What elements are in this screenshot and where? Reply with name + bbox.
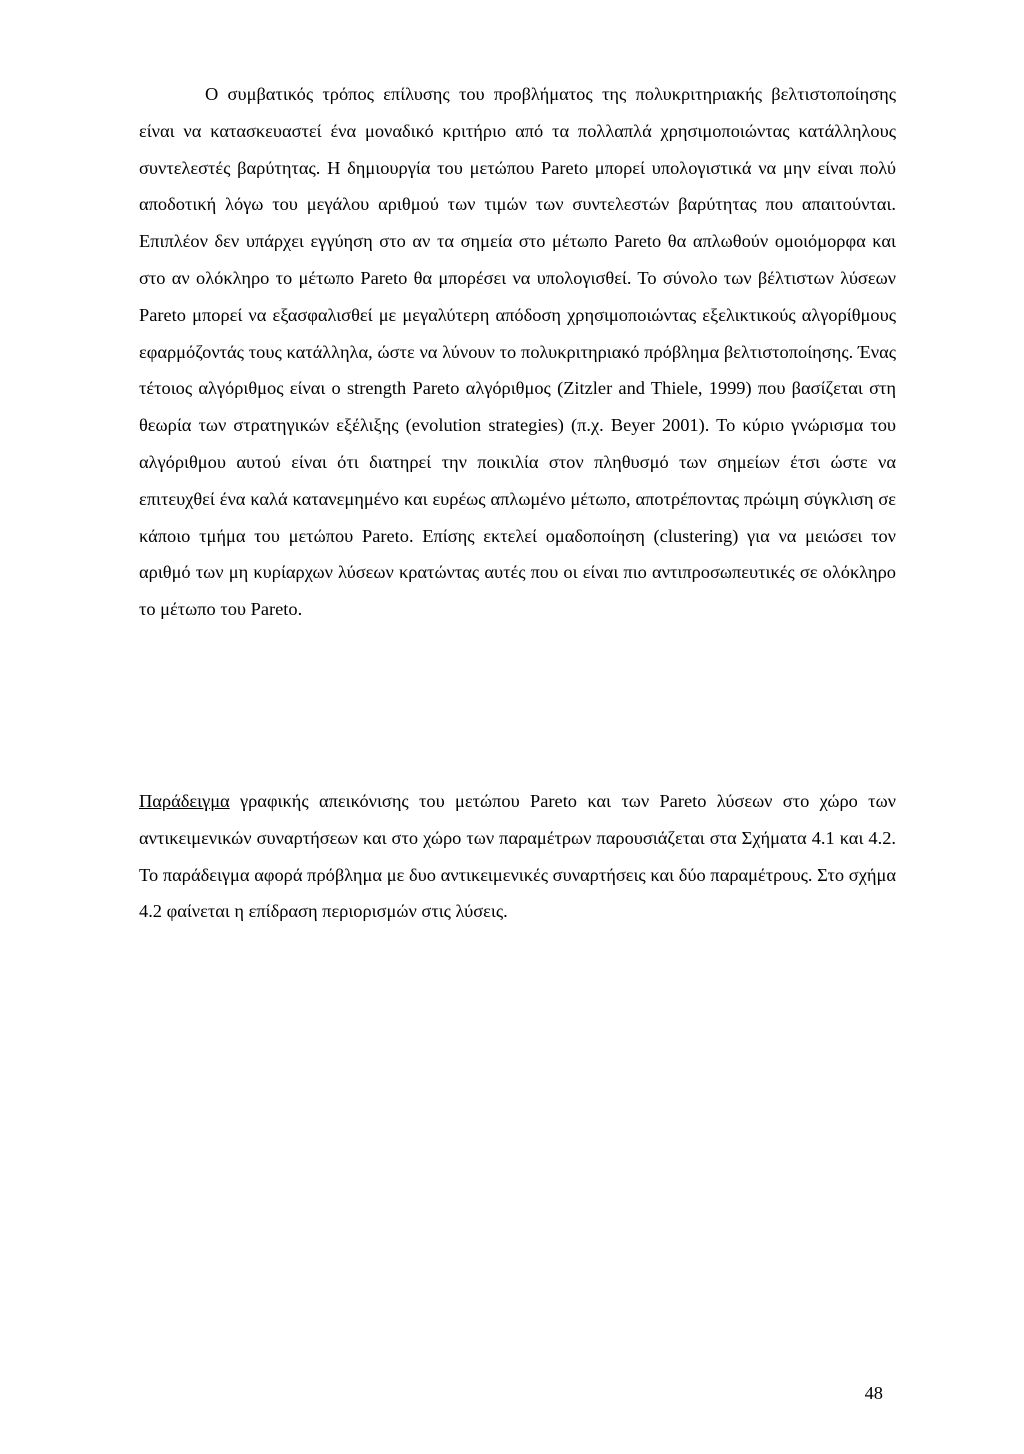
paragraph-pareto-methods: Ο συμβατικός τρόπος επίλυσης του προβλήματος της πολυκριτηριακής βελτιστοποίησης είναι να κατασκευαστεί ένα μοναδικό κριτήριο από τα πολλαπλά χρησιμοποιώντας κατάλληλους συντελεστές βαρύτητας. Η δημιουργία του μετώπου Pareto μπορεί υπολογιστικά να μην είναι πολύ αποδοτική λόγω του μεγάλου αριθμού των τιμών των συντελεστών βαρύτητας που απαιτούνται. Επιπλέον δεν υπάρχει εγγύηση στο αν τα σημεία στο μέτωπο Pareto θα απλωθούν ομοιόμορφα και στο αν ολόκληρο το μέτωπο Pareto θα μπορέσει να υπολογισθεί. Το σύνολο των βέλτιστων λύσεων Pareto μπορεί να εξασφαλισθεί με μεγαλύτερη απόδοση χρησιμοποιώντας εξελικτικούς αλγορίθμους εφαρμόζοντάς τους κατάλληλα, ώστε να λύνουν το πολυκριτηριακό πρόβλημα βελτιστοποίησης. Ένας τέτοιος αλγόριθμος είναι ο strength Pareto αλγόριθμος (Zitzler and Thiele, 1999) που βασίζεται στη θεωρία των στρατηγικών εξέλιξης (evolution strategies) (π.χ. Beyer 2001). Το κύριο γνώρισμα του αλγόριθμου αυτού είναι ότι διατηρεί την ποικιλία στον πληθυσμό των σημείων έτσι ώστε να επιτευχθεί ένα καλά κατανεμημένο και ευρέως απλωμένο μέτωπο, αποτρέποντας πρώιμη σύγκλιση σε κάποιο τμήμα του μετώπου Pareto. Επίσης εκτελεί ομαδοποίηση (clustering) για να μειώσει τον αριθμό των μη κυρίαρχων λύσεων κρατώντας αυτές που οι είναι πιο αντιπροσωπευτικές σε ολόκληρο το μέτωπο του Pareto.	[139, 84, 896, 620]
example-lead-word: Παράδειγμα	[139, 791, 230, 811]
page-number: 48	[864, 1383, 883, 1403]
paragraph-example	[139, 783, 896, 930]
example-body-text: γραφικής απεικόνισης του μετώπου Pareto και των Pareto λύσεων στο χώρο των αντικειμενικών συναρτήσεων και στο χώρο των παραμέτρων παρουσιάζεται στα Σχήματα 4.1 και 4.2. Το παράδειγμα αφορά πρόβλημα με δυο αντικειμενικές συναρτήσεις και δύο παραμέτρους. Στο σχήμα 4.2 φαίνεται η επίδραση περιορισμών στις λύσεις.	[139, 791, 896, 922]
